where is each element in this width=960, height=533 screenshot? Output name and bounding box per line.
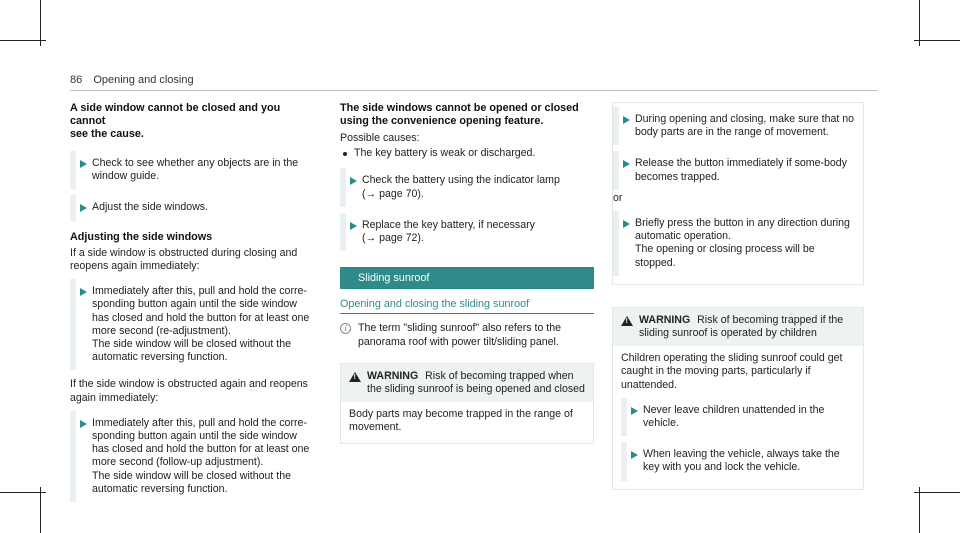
step-adjust-windows: Adjust the side windows. bbox=[70, 195, 314, 220]
page-reference-72[interactable]: (→ page 72). bbox=[362, 232, 424, 245]
header-divider bbox=[70, 90, 878, 91]
warning-box-children bbox=[612, 307, 864, 490]
heading-convenience-opening: The side windows cannot be opened or closed using the convenience opening feature. bbox=[340, 102, 579, 127]
warning-body: Body parts may become trapped in the range of movement. bbox=[349, 408, 573, 434]
section-title: Opening and closing bbox=[93, 74, 194, 86]
step-no-body-parts: During opening and closing, make sure that no body parts are in the range of movement. bbox=[613, 107, 855, 145]
warning-triangle-icon bbox=[621, 316, 633, 326]
step-replace-battery: Replace the key battery, if necessary (→ page 72). bbox=[340, 213, 594, 251]
warning-box-sunroof bbox=[340, 363, 594, 444]
info-note: i The term "sliding sunroof" also refers to the panorama roof with power tilt/sliding panel. bbox=[340, 322, 594, 348]
step-brief-press: Briefly press the button in any direction during automatic operation. The opening or closing process will be stopped. bbox=[613, 211, 855, 276]
subheading-opening-closing-sunroof: Opening and closing the sliding sunroof bbox=[340, 298, 594, 314]
page-header bbox=[70, 74, 194, 87]
step-never-leave-children: Never leave children unattended in the vehicle. bbox=[621, 398, 859, 436]
step-arrow-icon bbox=[80, 160, 87, 168]
cause-key-battery: The key battery is weak or discharged. bbox=[340, 147, 594, 160]
step-check-window-guide: Check to see whether any objects are in the window guide. bbox=[70, 151, 314, 189]
possible-causes-label: Possible causes: bbox=[340, 132, 420, 144]
step-arrow-icon bbox=[80, 420, 87, 428]
column-2 bbox=[340, 102, 594, 444]
warning-header: ! WARNING Risk of becoming trapped when the sliding sunroof is being opened and closed bbox=[341, 364, 593, 402]
step-readjustment: Immediately after this, pull and hold the corre-sponding button again until the side window has closed and hold the button for at least one more second (re-adjustment). The side window will be closed without the automatic reversing function. bbox=[70, 279, 314, 370]
step-arrow-icon bbox=[350, 177, 357, 185]
crop-mark bbox=[919, 487, 920, 533]
step-arrow-icon bbox=[623, 220, 630, 228]
column-1 bbox=[70, 102, 314, 502]
crop-mark bbox=[914, 40, 960, 41]
warning-header: ! WARNING Risk of becoming trapped if the sliding sunroof is operated by children bbox=[613, 308, 863, 346]
step-arrow-icon bbox=[80, 204, 87, 212]
crop-mark bbox=[0, 492, 46, 493]
info-icon: i bbox=[340, 323, 351, 334]
step-take-key: When leaving the vehicle, always take the key with you and lock the vehicle. bbox=[621, 442, 859, 480]
step-arrow-icon bbox=[80, 288, 87, 296]
crop-mark bbox=[914, 492, 960, 493]
step-arrow-icon bbox=[350, 222, 357, 230]
or-separator: or bbox=[613, 191, 623, 204]
warning-triangle-icon bbox=[349, 372, 361, 382]
crop-mark bbox=[0, 40, 46, 41]
instruction-box bbox=[612, 102, 864, 285]
step-arrow-icon bbox=[631, 407, 638, 415]
page-reference-70[interactable]: (→ page 70). bbox=[362, 187, 424, 200]
section-banner-sliding-sunroof: Sliding sunroof bbox=[340, 267, 594, 289]
warning-label: WARNING bbox=[639, 313, 691, 326]
warning-label: WARNING bbox=[367, 369, 419, 382]
step-follow-up-adjustment: Immediately after this, pull and hold the corre-sponding button again until the side window has closed and hold the button for at least one more second (follow-up adjustment). The side window will be closed without the automatic reversing function. bbox=[70, 411, 314, 502]
step-arrow-icon bbox=[623, 160, 630, 168]
bullet-icon bbox=[343, 152, 347, 156]
heading-window-cannot-close: A side window cannot be closed and you cannot see the cause. bbox=[70, 102, 281, 140]
step-arrow-icon bbox=[623, 116, 630, 124]
step-check-battery: Check the battery using the indicator lamp (→ page 70). bbox=[340, 168, 594, 206]
step-release-button: Release the button immediately if some-body becomes trapped. bbox=[613, 151, 855, 189]
intro-obstructed-again: If the side window is obstructed again and reopens again immediately: bbox=[70, 378, 308, 404]
page-number: 86 bbox=[70, 74, 83, 86]
intro-obstructed: If a side window is obstructed during closing and reopens again immediately: bbox=[70, 246, 298, 273]
step-arrow-icon bbox=[631, 451, 638, 459]
heading-adjusting-windows: Adjusting the side windows bbox=[70, 230, 213, 243]
column-3 bbox=[612, 102, 864, 490]
warning-body: Children operating the sliding sunroof could get caught in the moving parts, particularly if unattended. Never leave children unattended in the vehicle. When leaving the vehicle, always take the key with you and lock the vehicle. bbox=[613, 346, 863, 488]
crop-mark bbox=[40, 487, 41, 533]
